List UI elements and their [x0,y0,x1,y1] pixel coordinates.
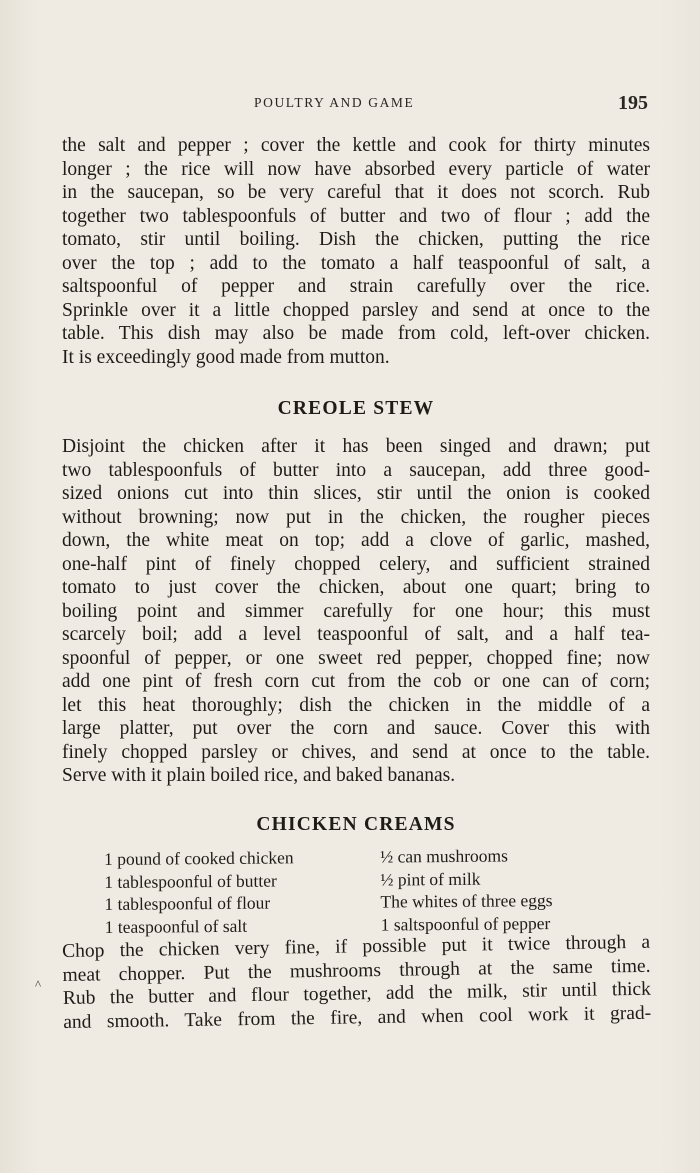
text-line: spoonful of pepper, or one sweet red pepper, chopped fine; now [62,647,650,669]
paragraph-creole-stew [62,435,650,788]
running-head [62,92,650,116]
text-line: scarcely boil; add a level teaspoonful of salt, and a half tea- [62,624,650,645]
ingredient-right: ½ pint of milk [380,868,481,890]
text-line: saltspoonful of pepper and strain carefully over the rice. [62,276,650,297]
ingredient-left: 1 tablespoonful of butter [104,869,277,892]
ingredient-left: 1 tablespoonful of flour [104,892,271,914]
text-line: without browning; now put in the chicken, the rougher pieces [62,506,650,528]
text-line: over the top ; add to the tomato a half teaspoonful of salt, a [62,252,650,274]
text-line: meat chopper. Put the mushrooms through at the same time. [62,955,651,986]
text-line: Sprinkle over it a little chopped parsley and send at once to the [62,299,650,321]
text-line: down, the white meat on top; add a clove of garlic, mashed, [62,530,650,551]
running-title: POULTRY AND GAME [254,95,415,110]
text-line: together two tablespoonfuls of butter and two of flour ; add the [62,205,650,227]
text-line: Chop the chicken very fine, if possible put it twice through a [62,931,651,962]
text-line: table. This dish may also be made from cold, left-over chicken. [62,323,650,344]
ingredient-right: The whites of three eggs [380,890,553,912]
ingredient-right: ½ can mushrooms [379,845,509,867]
margin-mark: ^ [35,977,42,992]
page-number: 195 [618,92,648,114]
text-line: two tablespoonfuls of butter into a saucepan, add three good- [62,459,650,481]
recipe-heading-creole-stew: CREOLE STEW [277,398,435,419]
text-line: Rub the butter and flour together, add the milk, stir until thick [62,978,652,1009]
text-line: tomato to just cover the chicken, about one quart; bring to [62,577,650,598]
ingredient-left: 1 teaspoonful of salt [104,915,248,937]
text-line: Serve with it plain boiled rice, and baked bananas. [62,765,456,786]
ingredient-right: 1 saltspoonful of pepper [380,912,551,935]
text-line: tomato, stir until boiling. Dish the chicken, putting the rice [62,229,650,250]
paragraph-chicken-creams [62,931,651,1034]
text-line: let this heat thoroughly; dish the chicken in the middle of a [62,694,650,716]
text-line: large platter, put over the corn and sauce. Cover this with [62,718,650,739]
text-line: in the saucepan, so be very careful that it does not scorch. Rub [62,182,650,203]
text-line: the salt and pepper ; cover the kettle and cook for thirty minutes [62,135,650,156]
text-line: and smooth. Take from the fire, and when cool work it grad- [63,1002,652,1033]
text-line: one-half pint of finely chopped celery, and sufficient strained [62,553,650,575]
text-line: sized onions cut into thin slices, stir until the onion is cooked [62,483,650,504]
ingredient-list [104,844,605,938]
ingredient-left: 1 pound of cooked chicken [104,847,294,869]
text-line: boiling point and simmer carefully for one hour; this must [62,600,650,622]
text-line: Disjoint the chicken after it has been singed and drawn; put [62,436,650,457]
text-line: add one pint of fresh corn cut from the cob or one can of corn; [62,671,650,692]
recipe-heading-chicken-creams: CHICKEN CREAMS [256,814,456,835]
paragraph-continuation [62,134,650,369]
text-line: longer ; the rice will now have absorbed every particle of water [62,158,650,180]
text-line: It is exceedingly good made from mutton. [62,346,390,368]
text-line: finely chopped parsley or chives, and send at once to the table. [62,741,650,763]
